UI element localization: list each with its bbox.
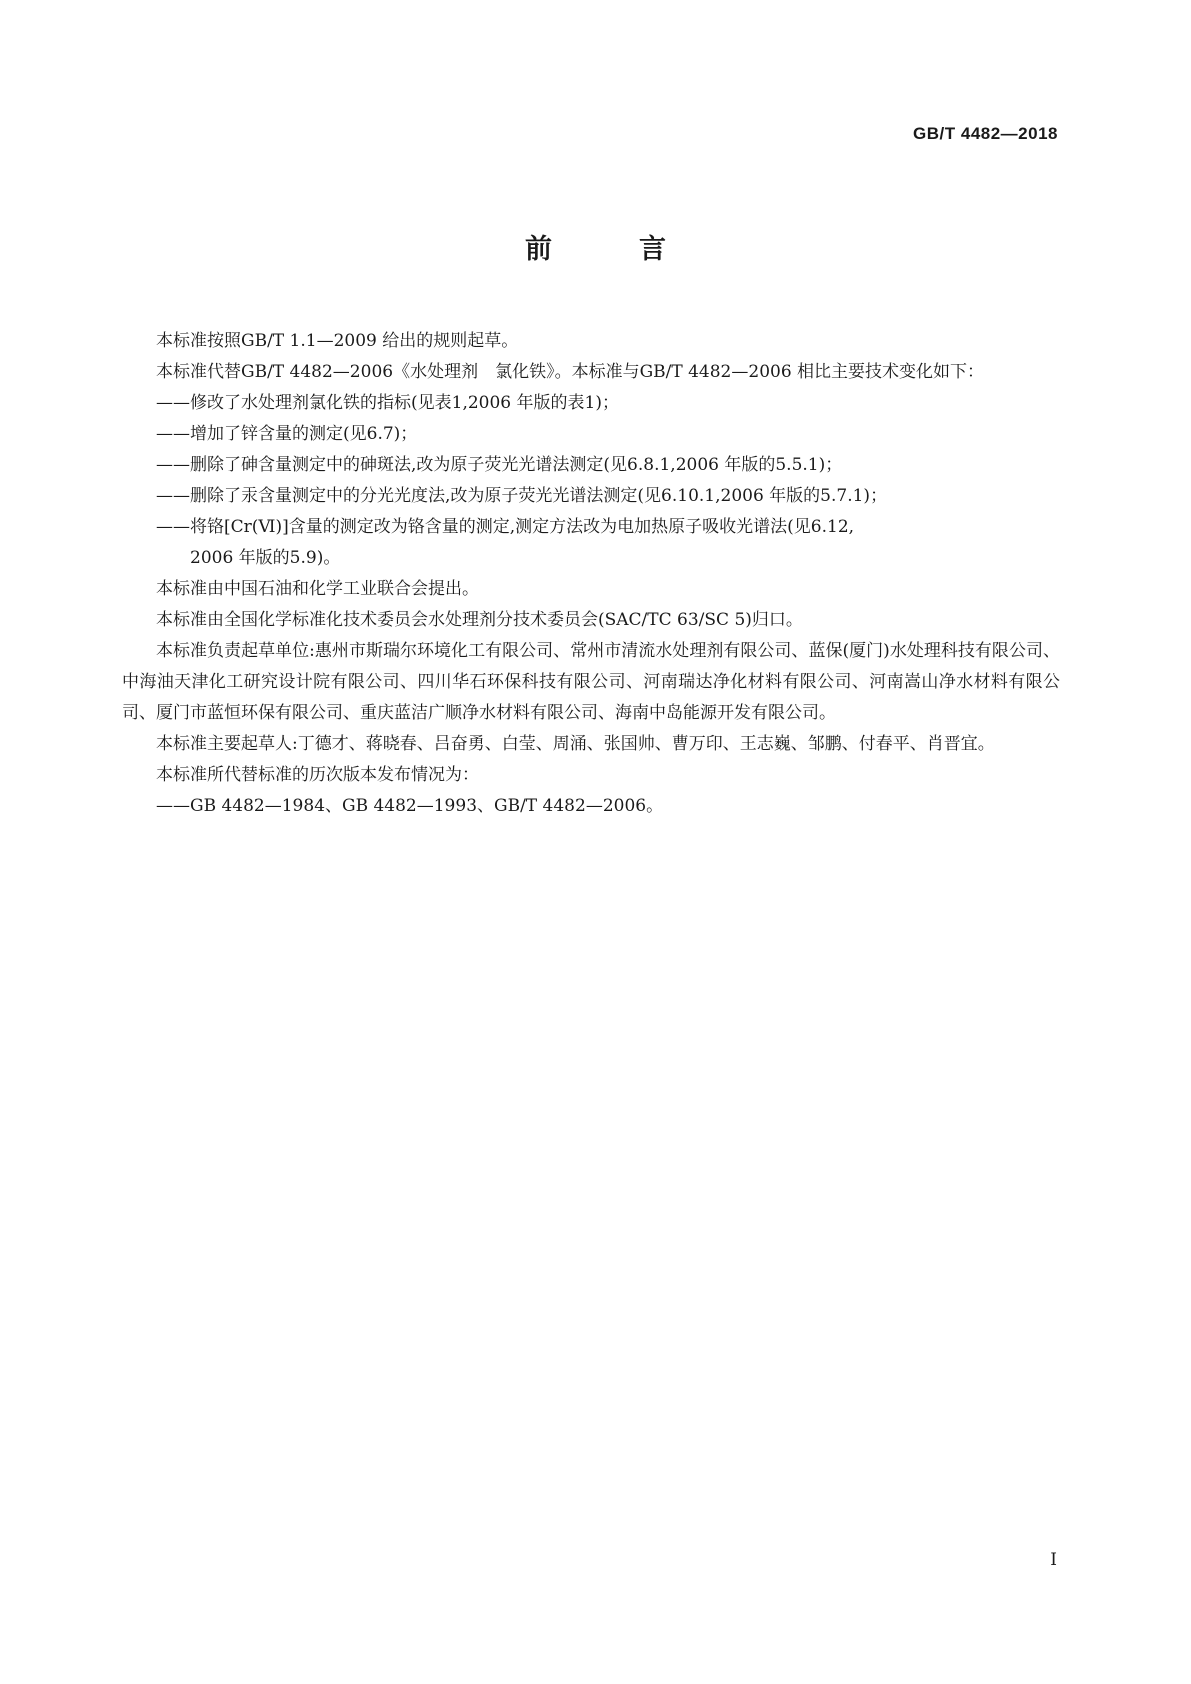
standard-code: GB/T 4482—2018 xyxy=(913,124,1058,143)
paragraph-drafting-units: 本标准负责起草单位:惠州市斯瑞尔环境化工有限公司、常州市清流水处理剂有限公司、蓝保(厦门)水处理科技有限公司、中海油天津化工研究设计院有限公司、四川华石环保科技有限公司、河南瑞达净化材料有限公司、河南嵩山净水材料有限公司、厦门市蓝恒环保有限公司、重庆蓝洁广顺净水材料有限公司、海南中岛能源开发有限公司。 xyxy=(122,641,1060,723)
page-title: 前 言 xyxy=(525,234,696,265)
paragraph-replaces: 本标准代替GB/T 4482—2006《水处理剂 氯化铁》。本标准与GB/T 4482—2006 相比主要技术变化如下： xyxy=(156,362,985,382)
paragraph-history-intro: 本标准所代替标准的历次版本发布情况为： xyxy=(156,765,479,785)
paragraph-proposed-by: 本标准由中国石油和化学工业联合会提出。 xyxy=(156,579,479,599)
change-item: ——增加了锌含量的测定(见6.7)； xyxy=(156,424,418,444)
change-item: ——删除了砷含量测定中的砷斑法,改为原子荧光光谱法测定(见6.8.1,2006 年版的5.5.1)； xyxy=(156,455,843,475)
paragraph-centralized-by: 本标准由全国化学标准化技术委员会水处理剂分技术委员会(SAC/TC 63/SC 5)归口。 xyxy=(156,610,803,630)
change-item: ——删除了汞含量测定中的分光光度法,改为原子荧光光谱法测定(见6.10.1,2006 年版的5.7.1)； xyxy=(156,486,888,506)
paragraph-drafters: 本标准主要起草人:丁德才、蒋晓春、吕奋勇、白莹、周涌、张国帅、曹万印、王志巍、邹鹏、付春平、肖晋宜。 xyxy=(156,734,995,754)
change-item: ——将铬[Cr(Ⅵ)]含量的测定改为铬含量的测定,测定方法改为电加热原子吸收光谱法(见6.12, xyxy=(156,517,855,537)
foreword-body xyxy=(122,326,1060,822)
paragraph-drafting-rules: 本标准按照GB/T 1.1—2009 给出的规则起草。 xyxy=(156,331,519,351)
change-item-continuation: 2006 年版的5.9)。 xyxy=(190,548,341,568)
history-item: ——GB 4482—1984、GB 4482—1993、GB/T 4482—2006。 xyxy=(156,796,664,816)
change-item: ——修改了水处理剂氯化铁的指标(见表1,2006 年版的表1)； xyxy=(156,393,619,413)
page-number: Ⅰ xyxy=(1050,1550,1057,1570)
